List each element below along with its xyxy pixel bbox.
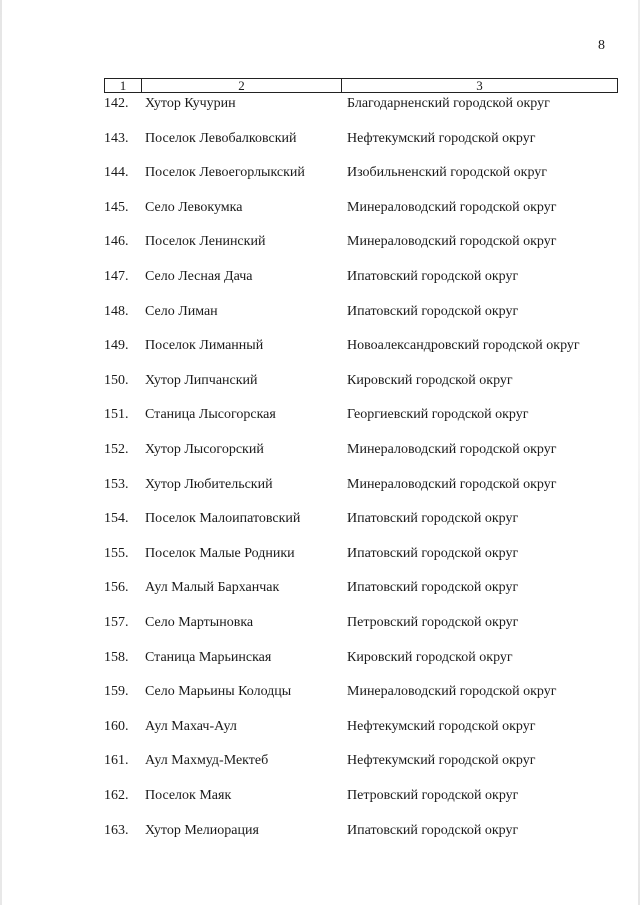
district-name: Ипатовский городской округ	[347, 303, 519, 319]
list-item	[0, 303, 640, 323]
list-item	[0, 579, 640, 599]
item-number: 154.	[104, 511, 129, 527]
item-number: 152.	[104, 442, 129, 457]
settlement-name: Поселок Левоегорлыкский	[145, 165, 305, 181]
district-name: Петровский городской округ	[347, 615, 519, 630]
district-name: Георгиевский городской округ	[347, 407, 529, 423]
item-number: 160.	[104, 718, 129, 734]
settlement-name: Аул Махмуд-Мектеб	[145, 753, 269, 769]
list-item	[0, 822, 640, 842]
district-name: Нефтекумский городской округ	[347, 753, 536, 769]
list-item	[0, 268, 640, 288]
settlement-name: Поселок Ленинский	[145, 234, 266, 250]
header-col-3: 3	[476, 78, 483, 93]
district-name: Петровский городской округ	[347, 788, 519, 803]
settlement-name: Село Мартыновка	[145, 615, 254, 630]
list-item	[0, 406, 640, 426]
list-item	[0, 683, 640, 703]
item-number: 155.	[104, 545, 129, 561]
list-item	[0, 130, 640, 150]
item-number: 143.	[104, 130, 129, 146]
list-item	[0, 441, 640, 461]
district-name: Новоалександровский городской округ	[347, 338, 580, 354]
header-col-1: 1	[105, 79, 142, 92]
item-number: 163.	[104, 822, 129, 838]
district-name: Минераловодский городской округ	[347, 684, 557, 700]
settlement-name: Хутор Любительский	[145, 476, 273, 492]
district-name: Ипатовский городской округ	[347, 545, 519, 561]
list-item	[0, 510, 640, 530]
settlement-name: Поселок Левобалковский	[145, 130, 297, 146]
settlement-name: Хутор Липчанский	[145, 372, 258, 388]
page-number: 8	[598, 38, 605, 53]
list-item	[0, 372, 640, 392]
settlement-name: Хутор Лысогорский	[145, 442, 264, 457]
item-number: 162.	[104, 788, 129, 803]
list-item	[0, 545, 640, 565]
item-number: 149.	[104, 338, 129, 354]
district-name: Нефтекумский городской округ	[347, 718, 536, 734]
list-item	[0, 476, 640, 496]
list-item	[0, 752, 640, 772]
list-item	[0, 614, 640, 634]
district-name: Кировский городской округ	[347, 649, 513, 665]
list-item	[0, 787, 640, 807]
district-name: Ипатовский городской округ	[347, 580, 519, 596]
district-name: Минераловодский городской округ	[347, 234, 557, 250]
settlement-name: Хутор Кучурин	[145, 96, 236, 111]
item-number: 150.	[104, 372, 129, 388]
settlement-name: Село Марьины Колодцы	[145, 684, 292, 700]
item-number: 157.	[104, 615, 129, 630]
header-col-2: 2	[142, 79, 342, 92]
district-name: Благодарненский городской округ	[347, 96, 550, 111]
settlement-name: Станица Марьинская	[145, 649, 272, 665]
item-number: 161.	[104, 753, 129, 769]
settlement-name: Село Лесная Дача	[145, 269, 253, 284]
item-number: 159.	[104, 684, 129, 700]
district-name: Минераловодский городской округ	[347, 476, 557, 492]
item-number: 142.	[104, 96, 129, 111]
settlement-name: Поселок Малые Родники	[145, 545, 295, 561]
item-number: 146.	[104, 234, 129, 250]
district-name: Ипатовский городской округ	[347, 822, 519, 838]
item-number: 156.	[104, 580, 129, 596]
table-header	[104, 78, 618, 93]
settlement-name: Аул Малый Барханчак	[145, 580, 280, 596]
list-item	[0, 718, 640, 738]
item-number: 153.	[104, 476, 129, 492]
item-number: 158.	[104, 649, 129, 665]
list-item	[0, 649, 640, 669]
settlement-name: Хутор Мелиорация	[145, 822, 259, 838]
item-number: 151.	[104, 407, 129, 423]
district-name: Минераловодский городской округ	[347, 442, 557, 457]
settlement-name: Поселок Маяк	[145, 788, 232, 803]
item-number: 147.	[104, 269, 129, 284]
settlement-name: Поселок Малоипатовский	[145, 511, 301, 527]
list-item	[0, 95, 640, 115]
district-name: Изобильненский городской округ	[347, 165, 548, 181]
settlement-name: Аул Махач-Аул	[145, 718, 237, 734]
district-name: Ипатовский городской округ	[347, 269, 519, 284]
list-item	[0, 164, 640, 184]
item-number: 148.	[104, 303, 129, 319]
item-number: 145.	[104, 199, 129, 215]
district-name: Ипатовский городской округ	[347, 511, 519, 527]
district-name: Минераловодский городской округ	[347, 199, 557, 215]
list-item	[0, 199, 640, 219]
settlement-name: Поселок Лиманный	[145, 338, 264, 354]
list-item	[0, 233, 640, 253]
settlement-name: Станица Лысогорская	[145, 407, 276, 423]
district-name: Нефтекумский городской округ	[347, 130, 536, 146]
item-number: 144.	[104, 165, 129, 181]
settlement-name: Село Лиман	[145, 303, 218, 319]
district-name: Кировский городской округ	[347, 372, 513, 388]
list-item	[0, 337, 640, 357]
settlement-name: Село Левокумка	[145, 199, 243, 215]
